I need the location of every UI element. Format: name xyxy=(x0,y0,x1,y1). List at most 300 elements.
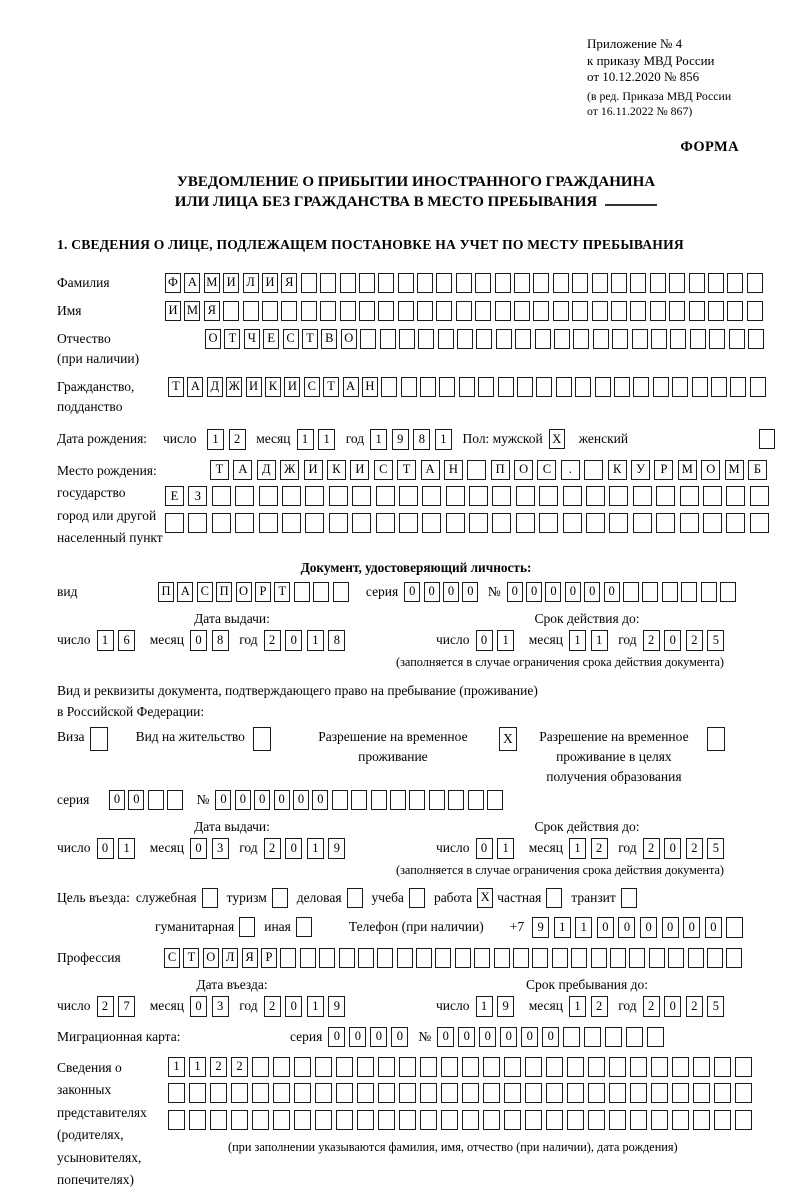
char-cell[interactable]: 8 xyxy=(413,429,430,450)
char-cell[interactable] xyxy=(711,377,727,397)
char-cell[interactable]: В xyxy=(321,329,337,349)
char-cell[interactable]: 0 xyxy=(235,790,251,810)
char-cell[interactable] xyxy=(252,1110,269,1130)
char-cell[interactable]: О xyxy=(205,329,221,349)
char-cell[interactable] xyxy=(446,513,465,533)
char-cell[interactable] xyxy=(563,513,582,533)
char-cell[interactable] xyxy=(399,1057,416,1077)
char-cell[interactable]: А xyxy=(233,460,252,480)
char-cell[interactable]: 9 xyxy=(532,917,549,938)
char-cell[interactable] xyxy=(592,273,608,293)
char-cell[interactable] xyxy=(735,1057,752,1077)
char-cell[interactable] xyxy=(339,948,355,968)
char-cell[interactable]: С xyxy=(164,948,180,968)
char-cell[interactable] xyxy=(357,1057,374,1077)
char-cell[interactable]: 1 xyxy=(497,838,514,859)
char-cell[interactable] xyxy=(448,790,464,810)
char-cell[interactable] xyxy=(273,1083,290,1103)
char-cell[interactable] xyxy=(319,948,335,968)
char-cell[interactable]: О xyxy=(514,460,533,480)
char-cell[interactable] xyxy=(517,377,533,397)
char-cell[interactable]: Д xyxy=(257,460,276,480)
char-cell[interactable] xyxy=(735,1110,752,1130)
char-cell[interactable]: 2 xyxy=(210,1057,227,1077)
char-cell[interactable] xyxy=(554,329,570,349)
char-cell[interactable]: 0 xyxy=(597,917,614,938)
char-cell[interactable] xyxy=(726,513,745,533)
char-cell[interactable] xyxy=(436,273,452,293)
char-cell[interactable] xyxy=(539,486,558,506)
char-cell[interactable] xyxy=(709,329,725,349)
char-cell[interactable]: 1 xyxy=(476,996,493,1017)
char-cell[interactable]: О xyxy=(203,948,219,968)
char-cell[interactable] xyxy=(360,329,376,349)
char-cell[interactable] xyxy=(708,273,724,293)
char-cell[interactable]: Т xyxy=(274,582,290,602)
char-cell[interactable] xyxy=(462,1083,479,1103)
purpose-private-checkbox[interactable] xyxy=(546,888,562,908)
char-cell[interactable] xyxy=(504,1057,521,1077)
char-cell[interactable] xyxy=(422,513,441,533)
char-cell[interactable] xyxy=(567,1057,584,1077)
temporary-residence-checkbox[interactable]: X xyxy=(499,727,517,751)
char-cell[interactable] xyxy=(651,1083,668,1103)
char-cell[interactable]: Я xyxy=(242,948,258,968)
char-cell[interactable] xyxy=(651,329,667,349)
char-cell[interactable]: 0 xyxy=(662,917,679,938)
char-cell[interactable]: 0 xyxy=(500,1027,517,1047)
char-cell[interactable] xyxy=(735,1083,752,1103)
char-cell[interactable] xyxy=(231,1110,248,1130)
char-cell[interactable] xyxy=(630,1110,647,1130)
char-cell[interactable]: Н xyxy=(362,377,378,397)
char-cell[interactable]: 0 xyxy=(328,1027,345,1047)
char-cell[interactable]: 2 xyxy=(686,996,703,1017)
char-cell[interactable] xyxy=(358,948,374,968)
purpose-tourism-checkbox[interactable] xyxy=(272,888,288,908)
char-cell[interactable] xyxy=(693,1110,710,1130)
char-cell[interactable]: 9 xyxy=(392,429,409,450)
gender-male-checkbox[interactable]: X xyxy=(549,429,565,449)
char-cell[interactable]: 9 xyxy=(328,996,345,1017)
char-cell[interactable] xyxy=(681,582,697,602)
char-cell[interactable] xyxy=(376,486,395,506)
char-cell[interactable] xyxy=(609,1057,626,1077)
char-cell[interactable]: 2 xyxy=(643,630,660,651)
char-cell[interactable]: 0 xyxy=(565,582,581,602)
char-cell[interactable]: 1 xyxy=(168,1057,185,1077)
purpose-official-checkbox[interactable] xyxy=(202,888,218,908)
char-cell[interactable]: 0 xyxy=(128,790,144,810)
char-cell[interactable] xyxy=(398,273,414,293)
char-cell[interactable] xyxy=(588,1057,605,1077)
char-cell[interactable]: Р xyxy=(261,948,277,968)
char-cell[interactable]: К xyxy=(265,377,281,397)
char-cell[interactable] xyxy=(633,513,652,533)
char-cell[interactable] xyxy=(483,1083,500,1103)
char-cell[interactable] xyxy=(514,273,530,293)
char-cell[interactable] xyxy=(467,460,486,480)
char-cell[interactable] xyxy=(495,273,511,293)
char-cell[interactable] xyxy=(378,301,394,321)
char-cell[interactable] xyxy=(378,1083,395,1103)
char-cell[interactable]: И xyxy=(350,460,369,480)
char-cell[interactable] xyxy=(623,582,639,602)
char-cell[interactable] xyxy=(572,301,588,321)
char-cell[interactable] xyxy=(359,273,375,293)
char-cell[interactable] xyxy=(487,790,503,810)
char-cell[interactable] xyxy=(630,1083,647,1103)
char-cell[interactable] xyxy=(446,486,465,506)
char-cell[interactable] xyxy=(689,273,705,293)
char-cell[interactable] xyxy=(584,1027,601,1047)
char-cell[interactable] xyxy=(282,513,301,533)
residence-permit-checkbox[interactable] xyxy=(253,727,271,751)
char-cell[interactable] xyxy=(672,1110,689,1130)
char-cell[interactable] xyxy=(750,486,769,506)
char-cell[interactable]: 0 xyxy=(254,790,270,810)
char-cell[interactable] xyxy=(533,301,549,321)
char-cell[interactable] xyxy=(357,1110,374,1130)
char-cell[interactable] xyxy=(573,329,589,349)
char-cell[interactable]: С xyxy=(304,377,320,397)
char-cell[interactable] xyxy=(280,948,296,968)
char-cell[interactable]: П xyxy=(491,460,510,480)
char-cell[interactable] xyxy=(483,1057,500,1077)
char-cell[interactable] xyxy=(546,1057,563,1077)
char-cell[interactable]: 0 xyxy=(618,917,635,938)
char-cell[interactable] xyxy=(390,790,406,810)
char-cell[interactable] xyxy=(416,948,432,968)
char-cell[interactable] xyxy=(398,301,414,321)
char-cell[interactable] xyxy=(262,301,278,321)
char-cell[interactable] xyxy=(252,1083,269,1103)
char-cell[interactable] xyxy=(670,329,686,349)
char-cell[interactable] xyxy=(668,948,684,968)
char-cell[interactable]: 9 xyxy=(328,838,345,859)
char-cell[interactable]: И xyxy=(284,377,300,397)
char-cell[interactable] xyxy=(455,948,471,968)
char-cell[interactable] xyxy=(680,513,699,533)
char-cell[interactable] xyxy=(588,1110,605,1130)
char-cell[interactable]: У xyxy=(631,460,650,480)
char-cell[interactable] xyxy=(357,1083,374,1103)
char-cell[interactable]: А xyxy=(187,377,203,397)
char-cell[interactable] xyxy=(359,301,375,321)
char-cell[interactable]: 6 xyxy=(118,630,135,651)
char-cell[interactable] xyxy=(259,513,278,533)
char-cell[interactable]: 0 xyxy=(190,996,207,1017)
char-cell[interactable] xyxy=(378,1110,395,1130)
char-cell[interactable] xyxy=(515,329,531,349)
char-cell[interactable] xyxy=(642,582,658,602)
char-cell[interactable] xyxy=(399,486,418,506)
char-cell[interactable]: 1 xyxy=(569,996,586,1017)
char-cell[interactable] xyxy=(223,301,239,321)
char-cell[interactable] xyxy=(475,301,491,321)
char-cell[interactable] xyxy=(399,329,415,349)
purpose-other-checkbox[interactable] xyxy=(296,917,312,937)
char-cell[interactable]: 2 xyxy=(264,996,281,1017)
char-cell[interactable] xyxy=(301,273,317,293)
purpose-business-checkbox[interactable] xyxy=(347,888,363,908)
char-cell[interactable]: Р xyxy=(255,582,271,602)
char-cell[interactable]: 0 xyxy=(664,838,681,859)
char-cell[interactable] xyxy=(584,460,603,480)
char-cell[interactable]: 8 xyxy=(328,630,345,651)
char-cell[interactable] xyxy=(340,273,356,293)
char-cell[interactable] xyxy=(504,1110,521,1130)
gender-female-checkbox[interactable] xyxy=(759,429,775,449)
char-cell[interactable] xyxy=(525,1057,542,1077)
char-cell[interactable]: 1 xyxy=(297,429,314,450)
char-cell[interactable]: А xyxy=(421,460,440,480)
char-cell[interactable] xyxy=(516,486,535,506)
char-cell[interactable] xyxy=(609,486,628,506)
char-cell[interactable] xyxy=(714,1110,731,1130)
char-cell[interactable] xyxy=(650,273,666,293)
char-cell[interactable]: 0 xyxy=(285,630,302,651)
char-cell[interactable]: С xyxy=(197,582,213,602)
char-cell[interactable] xyxy=(714,1057,731,1077)
char-cell[interactable]: 0 xyxy=(604,582,620,602)
char-cell[interactable] xyxy=(235,513,254,533)
char-cell[interactable] xyxy=(329,486,348,506)
char-cell[interactable]: К xyxy=(608,460,627,480)
char-cell[interactable] xyxy=(649,948,665,968)
char-cell[interactable]: 2 xyxy=(591,996,608,1017)
char-cell[interactable] xyxy=(456,301,472,321)
char-cell[interactable]: 0 xyxy=(443,582,459,602)
char-cell[interactable] xyxy=(563,486,582,506)
char-cell[interactable]: П xyxy=(158,582,174,602)
char-cell[interactable] xyxy=(633,377,649,397)
char-cell[interactable] xyxy=(630,301,646,321)
char-cell[interactable] xyxy=(165,513,184,533)
char-cell[interactable] xyxy=(320,301,336,321)
char-cell[interactable]: Б xyxy=(748,460,767,480)
char-cell[interactable] xyxy=(399,1110,416,1130)
char-cell[interactable] xyxy=(417,301,433,321)
char-cell[interactable] xyxy=(726,917,743,938)
char-cell[interactable]: С xyxy=(283,329,299,349)
char-cell[interactable]: 1 xyxy=(207,429,224,450)
char-cell[interactable] xyxy=(252,1057,269,1077)
char-cell[interactable]: 1 xyxy=(370,429,387,450)
char-cell[interactable] xyxy=(441,1057,458,1077)
char-cell[interactable] xyxy=(726,486,745,506)
char-cell[interactable]: 1 xyxy=(569,630,586,651)
char-cell[interactable] xyxy=(315,1057,332,1077)
char-cell[interactable]: И xyxy=(304,460,323,480)
char-cell[interactable] xyxy=(692,377,708,397)
char-cell[interactable]: 0 xyxy=(391,1027,408,1047)
char-cell[interactable] xyxy=(380,329,396,349)
char-cell[interactable] xyxy=(630,1057,647,1077)
char-cell[interactable] xyxy=(329,513,348,533)
char-cell[interactable] xyxy=(651,1057,668,1077)
char-cell[interactable] xyxy=(378,273,394,293)
char-cell[interactable] xyxy=(189,1083,206,1103)
char-cell[interactable] xyxy=(516,513,535,533)
char-cell[interactable] xyxy=(332,790,348,810)
char-cell[interactable]: И xyxy=(165,301,181,321)
char-cell[interactable] xyxy=(494,948,510,968)
char-cell[interactable] xyxy=(420,1057,437,1077)
char-cell[interactable]: 0 xyxy=(437,1027,454,1047)
char-cell[interactable] xyxy=(693,1057,710,1077)
char-cell[interactable] xyxy=(689,301,705,321)
char-cell[interactable] xyxy=(630,273,646,293)
char-cell[interactable] xyxy=(435,948,451,968)
char-cell[interactable]: А xyxy=(177,582,193,602)
char-cell[interactable] xyxy=(748,329,764,349)
char-cell[interactable] xyxy=(313,582,329,602)
char-cell[interactable]: 8 xyxy=(212,630,229,651)
char-cell[interactable] xyxy=(469,486,488,506)
char-cell[interactable] xyxy=(376,513,395,533)
char-cell[interactable]: 1 xyxy=(189,1057,206,1077)
char-cell[interactable]: И xyxy=(262,273,278,293)
char-cell[interactable] xyxy=(567,1110,584,1130)
char-cell[interactable]: 5 xyxy=(707,996,724,1017)
char-cell[interactable]: 0 xyxy=(507,582,523,602)
char-cell[interactable] xyxy=(532,948,548,968)
char-cell[interactable] xyxy=(352,513,371,533)
char-cell[interactable] xyxy=(610,948,626,968)
char-cell[interactable]: Ж xyxy=(280,460,299,480)
char-cell[interactable] xyxy=(336,1110,353,1130)
char-cell[interactable]: 1 xyxy=(554,917,571,938)
char-cell[interactable] xyxy=(653,377,669,397)
char-cell[interactable]: 0 xyxy=(109,790,125,810)
char-cell[interactable]: 0 xyxy=(683,917,700,938)
char-cell[interactable]: Т xyxy=(224,329,240,349)
char-cell[interactable] xyxy=(592,301,608,321)
char-cell[interactable]: 1 xyxy=(435,429,452,450)
char-cell[interactable]: Т xyxy=(397,460,416,480)
char-cell[interactable] xyxy=(469,513,488,533)
char-cell[interactable] xyxy=(747,301,763,321)
char-cell[interactable]: 0 xyxy=(479,1027,496,1047)
char-cell[interactable]: П xyxy=(216,582,232,602)
char-cell[interactable] xyxy=(693,1083,710,1103)
char-cell[interactable] xyxy=(656,486,675,506)
char-cell[interactable]: 0 xyxy=(293,790,309,810)
char-cell[interactable] xyxy=(595,377,611,397)
char-cell[interactable] xyxy=(714,1083,731,1103)
char-cell[interactable] xyxy=(701,582,717,602)
char-cell[interactable] xyxy=(188,513,207,533)
char-cell[interactable]: 2 xyxy=(643,838,660,859)
char-cell[interactable] xyxy=(305,513,324,533)
char-cell[interactable] xyxy=(703,513,722,533)
char-cell[interactable]: 0 xyxy=(190,630,207,651)
char-cell[interactable] xyxy=(476,329,492,349)
char-cell[interactable]: 2 xyxy=(264,630,281,651)
char-cell[interactable]: И xyxy=(223,273,239,293)
char-cell[interactable] xyxy=(210,1110,227,1130)
char-cell[interactable] xyxy=(669,273,685,293)
char-cell[interactable]: А xyxy=(343,377,359,397)
char-cell[interactable]: 1 xyxy=(307,996,324,1017)
char-cell[interactable] xyxy=(609,513,628,533)
char-cell[interactable] xyxy=(726,948,742,968)
char-cell[interactable] xyxy=(492,513,511,533)
char-cell[interactable]: И xyxy=(246,377,262,397)
char-cell[interactable]: Т xyxy=(210,460,229,480)
char-cell[interactable] xyxy=(703,486,722,506)
char-cell[interactable]: 2 xyxy=(591,838,608,859)
char-cell[interactable] xyxy=(462,1057,479,1077)
char-cell[interactable] xyxy=(459,377,475,397)
char-cell[interactable] xyxy=(378,1057,395,1077)
char-cell[interactable] xyxy=(441,1083,458,1103)
char-cell[interactable] xyxy=(439,377,455,397)
char-cell[interactable] xyxy=(492,486,511,506)
char-cell[interactable] xyxy=(556,377,572,397)
char-cell[interactable]: 2 xyxy=(686,630,703,651)
char-cell[interactable] xyxy=(525,1110,542,1130)
char-cell[interactable]: 0 xyxy=(476,630,493,651)
char-cell[interactable]: 2 xyxy=(686,838,703,859)
char-cell[interactable]: Р xyxy=(654,460,673,480)
char-cell[interactable]: 0 xyxy=(285,996,302,1017)
char-cell[interactable]: 0 xyxy=(526,582,542,602)
char-cell[interactable] xyxy=(483,1110,500,1130)
purpose-transit-checkbox[interactable] xyxy=(621,888,637,908)
char-cell[interactable] xyxy=(575,377,591,397)
char-cell[interactable]: Е xyxy=(263,329,279,349)
char-cell[interactable] xyxy=(730,377,746,397)
char-cell[interactable]: 1 xyxy=(497,630,514,651)
char-cell[interactable]: 1 xyxy=(591,630,608,651)
char-cell[interactable] xyxy=(462,1110,479,1130)
char-cell[interactable] xyxy=(750,377,766,397)
char-cell[interactable] xyxy=(572,273,588,293)
purpose-work-checkbox[interactable]: X xyxy=(477,888,493,908)
char-cell[interactable]: 1 xyxy=(307,630,324,651)
char-cell[interactable]: Ф xyxy=(165,273,181,293)
char-cell[interactable] xyxy=(750,513,769,533)
char-cell[interactable] xyxy=(420,1083,437,1103)
char-cell[interactable]: 0 xyxy=(542,1027,559,1047)
char-cell[interactable] xyxy=(294,1083,311,1103)
char-cell[interactable] xyxy=(315,1110,332,1130)
char-cell[interactable] xyxy=(371,790,387,810)
char-cell[interactable]: Я xyxy=(204,301,220,321)
char-cell[interactable] xyxy=(457,329,473,349)
char-cell[interactable] xyxy=(281,301,297,321)
char-cell[interactable]: 0 xyxy=(190,838,207,859)
char-cell[interactable]: 1 xyxy=(569,838,586,859)
char-cell[interactable] xyxy=(305,486,324,506)
char-cell[interactable] xyxy=(612,329,628,349)
char-cell[interactable] xyxy=(535,329,551,349)
char-cell[interactable]: 0 xyxy=(424,582,440,602)
char-cell[interactable] xyxy=(420,1110,437,1130)
char-cell[interactable] xyxy=(513,948,529,968)
char-cell[interactable] xyxy=(167,790,183,810)
char-cell[interactable]: С xyxy=(374,460,393,480)
char-cell[interactable]: З xyxy=(188,486,207,506)
char-cell[interactable]: Т xyxy=(183,948,199,968)
char-cell[interactable]: 0 xyxy=(458,1027,475,1047)
char-cell[interactable] xyxy=(567,1083,584,1103)
char-cell[interactable] xyxy=(707,948,723,968)
char-cell[interactable] xyxy=(168,1110,185,1130)
char-cell[interactable]: 0 xyxy=(664,630,681,651)
